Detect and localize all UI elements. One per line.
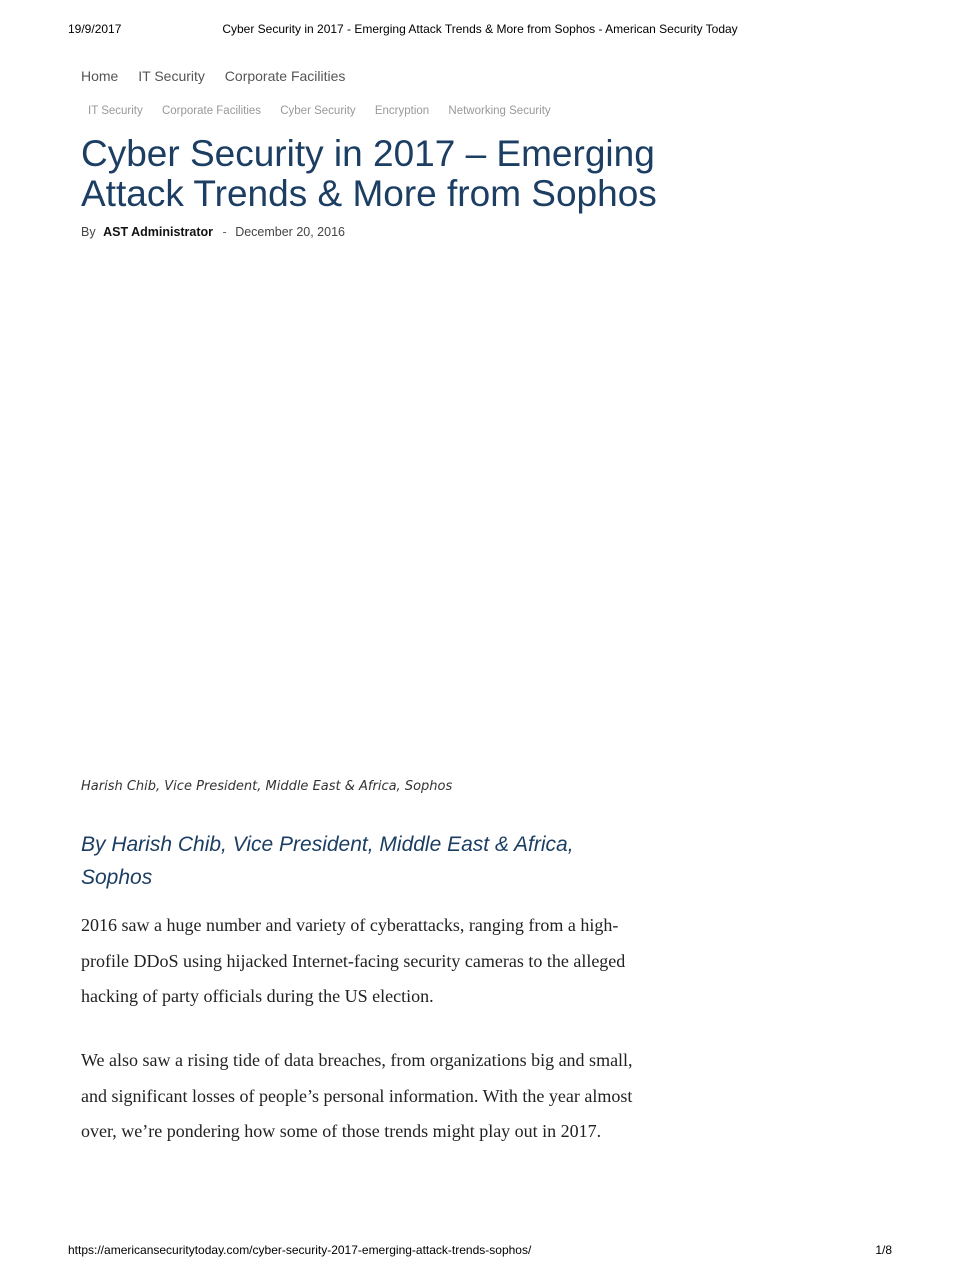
byline-separator: - (222, 225, 227, 239)
category-tags (88, 105, 567, 117)
byline (81, 225, 345, 239)
breadcrumb-corporate-facilities[interactable]: Corporate Facilities (224, 68, 346, 84)
featured-image (81, 252, 651, 772)
print-header (68, 22, 892, 38)
tag-encryption[interactable]: Encryption (374, 105, 430, 117)
article-paragraph: 2016 saw a huge number and variety of cyberattacks, ranging from a high-profile DDoS using hijacked Internet-facing security cameras to the alleged hacking of party officials during the US election. (81, 915, 626, 1006)
article-paragraph: We also saw a rising tide of data breaches, from organizations big and small, and significant losses of people’s personal information. With the year almost over, we’re pondering how some of those trends might play out in 2017. (81, 1050, 633, 1141)
tag-networking-security[interactable]: Networking Security (448, 105, 551, 117)
by-label: By (81, 225, 96, 239)
author-link[interactable]: AST Administrator (103, 225, 214, 239)
publish-date: December 20, 2016 (235, 225, 345, 239)
article-title: Cyber Security in 2017 – Emerging Attack Trends & More from Sophos (81, 133, 657, 214)
print-date: 19/9/2017 (68, 22, 122, 36)
article-subtitle: By Harish Chib, Vice President, Middle East & Africa, Sophos (81, 833, 574, 889)
tag-cyber-security[interactable]: Cyber Security (280, 105, 356, 117)
page-number: 1/8 (875, 1243, 892, 1257)
print-footer (68, 1243, 892, 1259)
breadcrumb (81, 68, 361, 84)
image-caption: Harish Chib, Vice President, Middle East & Africa, Sophos (81, 779, 453, 794)
print-page-title: Cyber Security in 2017 - Emerging Attack Trends & More from Sophos - American Security Today (222, 22, 738, 36)
tag-corporate-facilities[interactable]: Corporate Facilities (161, 105, 262, 117)
print-url: https://americansecuritytoday.com/cyber-security-2017-emerging-attack-trends-sophos/ (68, 1243, 532, 1257)
breadcrumb-it-security[interactable]: IT Security (138, 68, 205, 84)
tag-it-security[interactable]: IT Security (88, 105, 143, 117)
breadcrumb-home[interactable]: Home (81, 68, 119, 84)
